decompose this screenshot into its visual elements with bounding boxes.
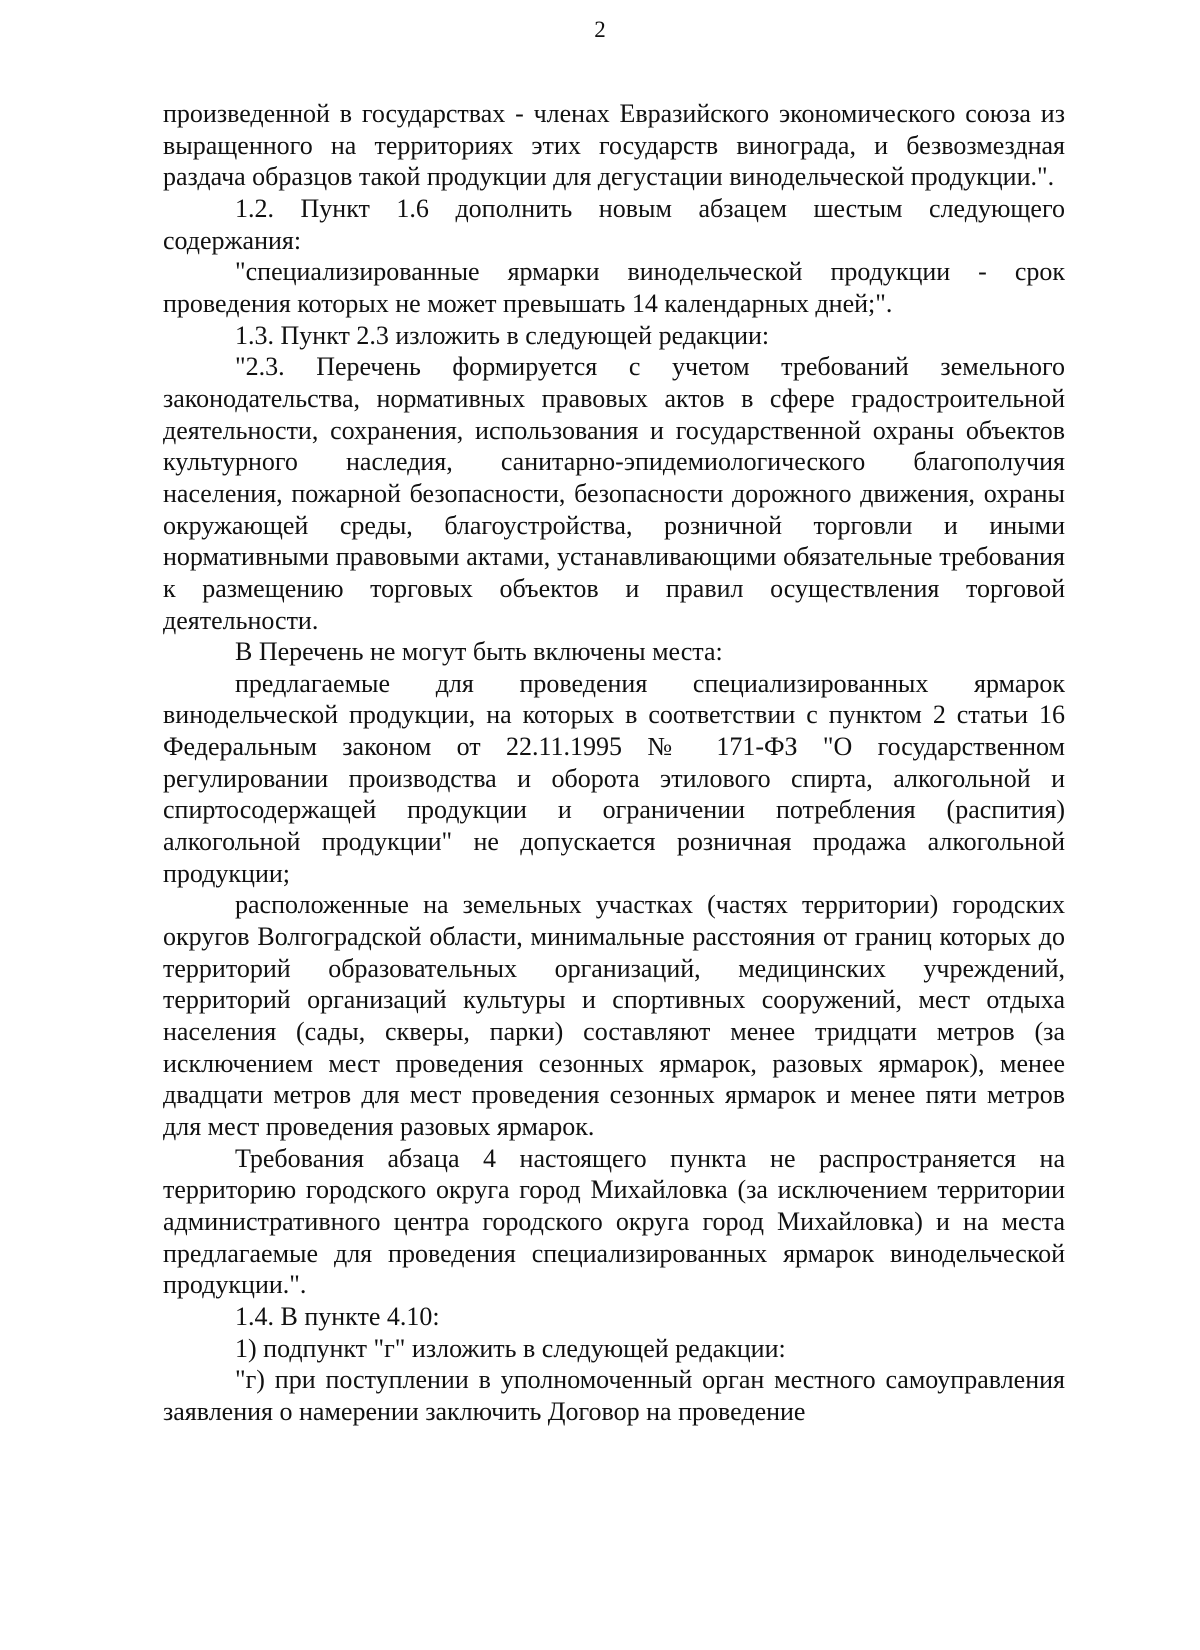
paragraph-quote-fairs: "специализированные ярмарки винодельческой продукции - срок проведения которых не может превышать 14 календарных дней;". <box>163 257 1065 318</box>
paragraph-proposed-places: предлагаемые для проведения специализированных ярмарок винодельческой продукции, на которых в соответствии с пунктом 2 статьи 16 Федеральным законом от 22.11.1995 № 171-ФЗ "О государственном регулировании производства и оборота этилового спирта, алкогольной и спиртосодержащей продукции и ограничении потребления (распития) алкогольной продукции" не допускается розничная продажа алкогольной продукции; <box>163 668 1065 888</box>
document-body <box>163 98 1065 1428</box>
paragraph-item-1-2: 1.2. Пункт 1.6 дополнить новым абзацем шестым следующего содержания: <box>163 193 1065 255</box>
paragraph-item-1-3: 1.3. Пункт 2.3 изложить в следующей редакции: <box>235 320 770 350</box>
paragraph-located-places: расположенные на земельных участках (частях территории) городских округов Волгоградской области, минимальные расстояния от границ которых до территорий образовательных организаций, медицинских учреждений, территорий организаций культуры и спортивных сооружений, мест отдыха населения (сады, скверы, парки) составляют менее тридцати метров (за исключением мест проведения сезонных ярмарок, разовых ярмарок), менее двадцати метров для мест проведения сезонных ярмарок и менее пяти метров для мест проведения разовых ярмарок. <box>163 890 1065 1141</box>
paragraph-subitem-1: 1) подпункт "г" изложить в следующей редакции: <box>235 1333 786 1363</box>
paragraph-excluded-places: В Перечень не могут быть включены места: <box>235 637 723 667</box>
paragraph-continuation: произведенной в государствах - членах Евразийского экономического союза из выращенного на территориях этих государств винограда, и безвозмездная раздача образцов такой продукции для дегустации винодельческой продукции.". <box>163 99 1065 192</box>
paragraph-item-1-4: 1.4. В пункте 4.10: <box>235 1301 440 1331</box>
paragraph-quote-g: "г) при поступлении в уполномоченный орган местного самоуправления заявления о намерении заключить Договор на проведение <box>163 1365 1065 1426</box>
paragraph-quote-2-3: "2.3. Перечень формируется с учетом требований земельного законодательства, нормативных правовых актов в сфере градостроительной деятельности, сохранения, использования и государственной охраны объектов культурного наследия, санитарно-эпидемиологического благополучия населения, пожарной безопасности, безопасности дорожного движения, охраны окружающей среды, благоустройства, розничной торговли и иными нормативными правовыми актами, устанавливающими обязательные требования к размещению торговых объектов и правил осуществления торговой деятельности. <box>163 352 1065 635</box>
page-number: 2 <box>594 17 606 42</box>
paragraph-requirements: Требования абзаца 4 настоящего пункта не распространяется на территорию городского округа город Михайловка (за исключением территории административного центра городского округа город Михайловка) и на места предлагаемые для проведения специализированных ярмарок винодельческой продукции.". <box>163 1143 1065 1300</box>
